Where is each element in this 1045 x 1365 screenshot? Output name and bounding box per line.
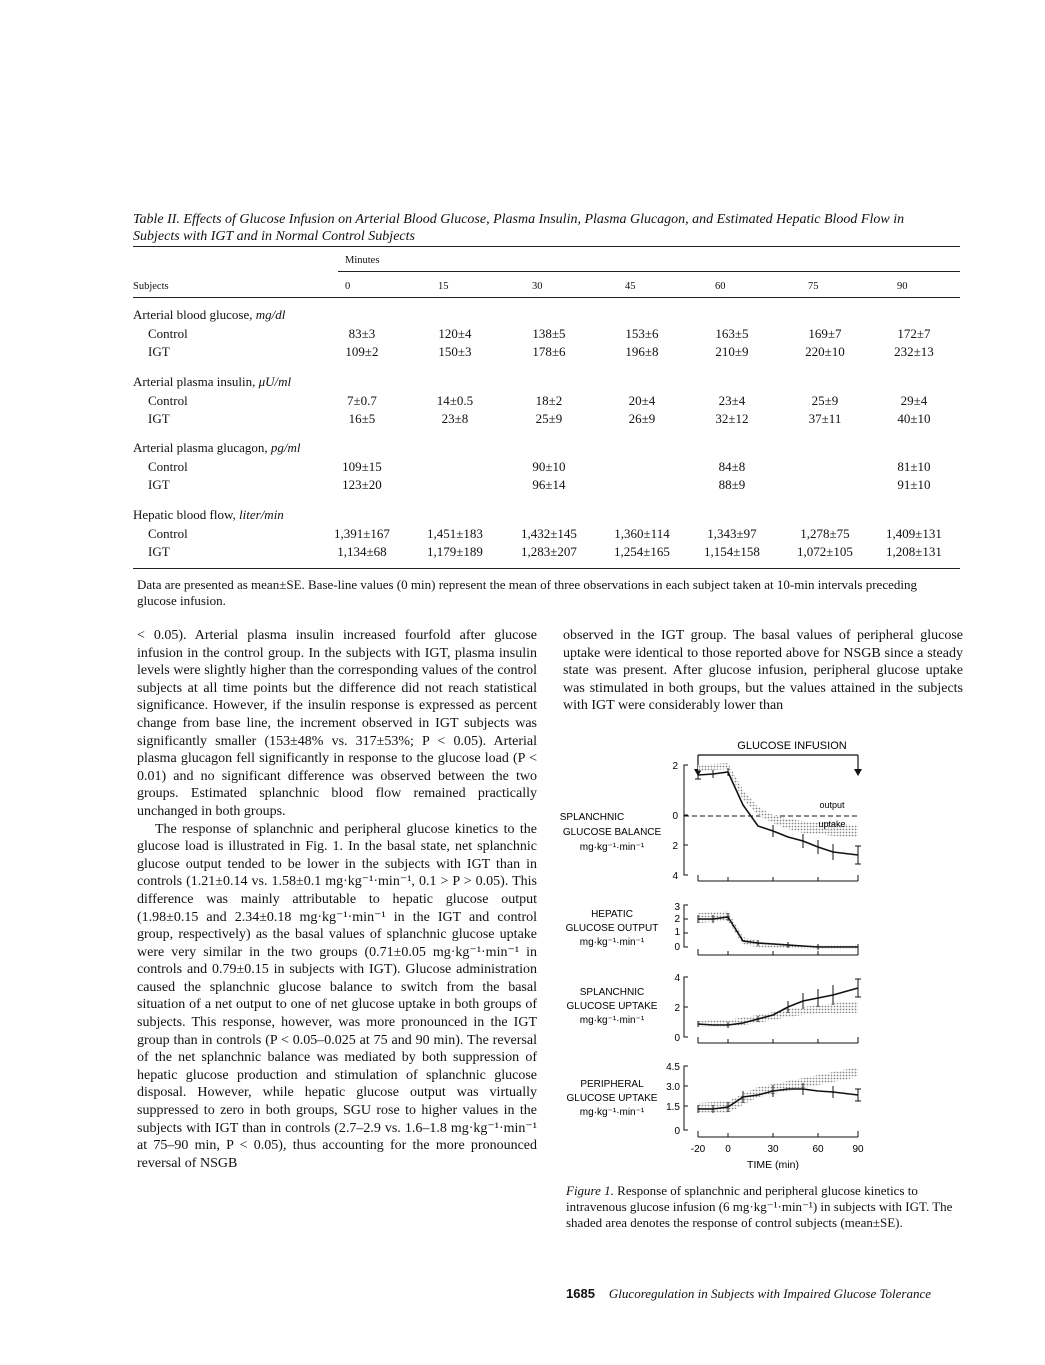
- panel-peripheral-uptake: [567, 1062, 864, 1171]
- y-tick-label: 2: [674, 914, 680, 925]
- section-title: [133, 440, 301, 456]
- panel-label-line: SPLANCHNIC: [579, 987, 645, 998]
- time-column-header: 45: [625, 281, 636, 292]
- table-top-rule: [133, 246, 960, 247]
- table-cell: 1,283±207: [521, 544, 577, 559]
- time-column-header: 15: [438, 281, 449, 292]
- igt-line: [698, 772, 858, 855]
- y-tick-label: 0: [674, 1033, 680, 1044]
- table-cell: 232±13: [894, 344, 934, 359]
- table-cell: 88±9: [718, 477, 746, 492]
- table-cell: 1,278±75: [800, 526, 850, 541]
- table-cell: 123±20: [342, 477, 382, 492]
- section-title: [133, 507, 284, 523]
- section-title: [133, 374, 291, 390]
- table-cell: 91±10: [897, 477, 931, 492]
- time-column-header: 90: [897, 281, 908, 292]
- section-title-text: Arterial blood glucose,: [133, 307, 256, 322]
- x-tick-label: 30: [767, 1144, 779, 1155]
- subjects-header: Subjects: [133, 281, 169, 292]
- left-text-column: [137, 627, 537, 1172]
- section-unit: mg/dl: [255, 307, 286, 322]
- row-label: IGT: [148, 344, 170, 359]
- figure-caption: [566, 1183, 961, 1231]
- table-cell: 109±2: [345, 344, 379, 359]
- table-cell: 1,072±105: [797, 544, 853, 559]
- table-cell: 178±6: [532, 344, 566, 359]
- table-cell: 220±10: [805, 344, 845, 359]
- row-label: Control: [148, 526, 188, 541]
- section-title-text: Hepatic blood flow,: [133, 507, 240, 522]
- y-tick-label: 3.0: [666, 1082, 680, 1093]
- figure-caption-text: Response of splanchnic and peripheral glucose kinetics to intravenous glucose infusion (6 mg·kg⁻¹·min⁻¹) in subjects with IGT. The shaded area denotes the response of control subjects (mean±SE).: [566, 1183, 953, 1230]
- infusion-label: GLUCOSE INFUSION: [737, 740, 847, 752]
- x-tick-label: -20: [690, 1144, 706, 1155]
- y-tick-label: 2: [672, 761, 678, 772]
- running-title: Glucoregulation in Subjects with Impaired Glucose Tolerance: [608, 1286, 931, 1301]
- row-label: IGT: [148, 477, 170, 492]
- paragraph: The response of splanchnic and peripheral glucose kinetics to the glucose load is illustrated in Fig. 1. In the basal state, net splanchnic glucose output tended to be lower in the subjects with IGT than in controls (1.21±0.14 vs. 1.58±0.1 mg·kg⁻¹·min⁻¹, 0.1 > P > 0.05). This difference was mainly attributable to hepatic glucose output (1.98±0.15 and 2.34±0.18 mg·kg⁻¹·min⁻¹ in the IGT and control group, respectively) as the basal values of splanchnic glucose uptake were very similar in the two groups (0.71±0.05 mg·kg⁻¹·min⁻¹ in controls and 0.79±0.15 in subjects with IGT). Glucose administration caused the splanchnic glucose balance to switch from the basal situation of a net output to one of net glucose uptake in both groups of subjects. This response, however, was more pronounced in the IGT group than in controls (P < 0.05–0.025 at 75 and 90 min). The reversal of the net splanchnic balance was mediated by both suppression of hepatic glucose production and stimulation of splanchnic glucose disposal. However, while hepatic glucose output was virtually suppressed to zero in both groups, SGU rose to higher values in the subjects with IGT than in controls (2.7–2.9 vs. 1.6–1.8 mg·kg⁻¹·min⁻¹ at 75–90 min, P < 0.05), thus accounting for the more pronounced reversal of NSGB: [137, 821, 537, 1171]
- table-cell: 81±10: [897, 459, 931, 474]
- table-cell: 83±3: [348, 326, 376, 341]
- table-cell: 1,432±145: [521, 526, 577, 541]
- section-title-text: Arterial plasma glucagon,: [133, 440, 271, 455]
- time-column-header: 75: [808, 281, 819, 292]
- table-cell: 196±8: [625, 344, 659, 359]
- section-title: [133, 307, 285, 323]
- igt-line: [698, 917, 858, 947]
- panel-label-line: GLUCOSE OUTPUT: [565, 923, 659, 934]
- y-axis: [684, 1066, 688, 1130]
- section-unit: μU/ml: [258, 374, 292, 389]
- x-axis: [698, 1131, 858, 1137]
- y-tick-label: 0: [672, 811, 678, 822]
- panel-label-line: GLUCOSE UPTAKE: [566, 1093, 658, 1104]
- table-cell: 1,134±68: [337, 544, 387, 559]
- table-cell: 1,154±158: [704, 544, 760, 559]
- y-tick-label: 1.5: [666, 1102, 680, 1113]
- panel-label-line: GLUCOSE UPTAKE: [566, 1001, 658, 1012]
- y-tick-label: 2: [672, 841, 678, 852]
- panel-splanchnic-balance: [560, 761, 861, 882]
- row-label: IGT: [148, 411, 170, 426]
- table-cell: 150±3: [438, 344, 472, 359]
- table-cell: 172±7: [897, 326, 931, 341]
- y-tick-label: 2: [674, 1003, 680, 1014]
- y-tick-label: 4: [672, 871, 678, 882]
- table-cell: 120±4: [438, 326, 472, 341]
- x-tick-label: 60: [812, 1144, 824, 1155]
- table-cell: 14±0.5: [436, 393, 474, 408]
- table-caption: Table II. Effects of Glucose Infusion on Arterial Blood Glucose, Plasma Insulin, Plasma Glucagon, and Estimated Hepatic Blood Flow in Subjects with IGT and in Normal Control Subjects: [133, 212, 905, 244]
- page-footer: [566, 1286, 931, 1302]
- x-tick-label: 90: [852, 1144, 864, 1155]
- table-cell: 1,391±167: [334, 526, 390, 541]
- figure-1: [560, 735, 880, 1175]
- table-cell: 109±15: [342, 459, 382, 474]
- table-cell: 1,360±114: [614, 526, 670, 541]
- minutes-header: Minutes: [345, 255, 380, 266]
- table-cell: 169±7: [808, 326, 842, 341]
- y-tick-label: 3: [674, 902, 680, 913]
- time-column-header: 30: [532, 281, 543, 292]
- x-axis-label: TIME (min): [747, 1159, 799, 1171]
- row-label: Control: [148, 459, 188, 474]
- x-axis: [698, 875, 858, 881]
- table-cell: 96±14: [532, 477, 566, 492]
- time-column-header: 0: [345, 281, 351, 292]
- x-tick-label: 0: [725, 1144, 731, 1155]
- y-tick-label: 4.5: [666, 1062, 680, 1073]
- uptake-label: uptake: [818, 819, 846, 829]
- section-unit: pg/ml: [270, 440, 301, 455]
- panel-label-line: HEPATIC: [591, 909, 633, 920]
- y-tick-label: 0: [674, 1126, 680, 1137]
- table-cell: 37±11: [808, 411, 842, 426]
- table-cell: 32±12: [715, 411, 749, 426]
- section-unit: liter/min: [239, 507, 284, 522]
- paragraph: < 0.05). Arterial plasma insulin increased fourfold after glucose infusion in the control group. In the subjects with IGT, plasma insulin levels were slightly higher than the corresponding values of the control subjects at all time points but the difference did not reach statistical significance. However, if the insulin response is expressed as percent change from base line, the increment observed in IGT subjects was significantly smaller (153±48% vs. 317±53%; P < 0.05). Arterial plasma glucagon fell significantly in response to the glucose load (P < 0.01) and no significant difference was observed between the two groups. Estimated splanchnic blood flow remained practically unchanged in both groups.: [137, 628, 537, 819]
- table-cell: 138±5: [532, 326, 566, 341]
- table-cell: 25±9: [811, 393, 839, 408]
- panel-hepatic-output: [566, 902, 858, 955]
- x-axis: [698, 949, 858, 955]
- panel-label-line: mg·kg⁻¹·min⁻¹: [579, 1015, 645, 1026]
- table-note: Data are presented as mean±SE. Base-line values (0 min) represent the mean of three observations in each subject taken at 10-min intervals preceding glucose infusion.: [137, 577, 917, 608]
- table-cell: 163±5: [715, 326, 749, 341]
- header-rule: [133, 297, 960, 298]
- table-cell: 1,409±131: [886, 526, 942, 541]
- panel-label-line: SPLANCHNIC: [560, 812, 625, 823]
- table-cell: 1,451±183: [427, 526, 483, 541]
- table-cell: 26±9: [628, 411, 656, 426]
- table-cell: 40±10: [897, 411, 931, 426]
- table-bottom-rule: [133, 568, 960, 569]
- panel-label-line: mg·kg⁻¹·min⁻¹: [579, 842, 645, 853]
- table-cell: 25±9: [535, 411, 563, 426]
- y-axis: [684, 905, 688, 947]
- y-axis: [684, 765, 688, 875]
- y-axis: [684, 977, 688, 1037]
- panel-label-line: PERIPHERAL: [580, 1079, 644, 1090]
- table-cell: 153±6: [625, 326, 659, 341]
- table-cell: 90±10: [532, 459, 566, 474]
- table-cell: 1,179±189: [427, 544, 483, 559]
- table-cell: 84±8: [718, 459, 746, 474]
- table-cell: 18±2: [535, 393, 563, 408]
- table-cell: 23±4: [718, 393, 746, 408]
- y-tick-label: 4: [674, 973, 680, 984]
- control-shaded-area: [698, 911, 858, 949]
- table-cell: 20±4: [628, 393, 656, 408]
- table-cell: 16±5: [348, 411, 376, 426]
- table-cell: 1,343±97: [707, 526, 757, 541]
- figure-caption-prefix: Figure 1.: [566, 1183, 614, 1198]
- table-cell: 29±4: [900, 393, 928, 408]
- minutes-rule: [338, 271, 960, 272]
- panel-label-line: GLUCOSE BALANCE: [562, 827, 662, 838]
- y-tick-label: 0: [674, 942, 680, 953]
- panel-splanchnic-uptake: [567, 973, 861, 1044]
- time-column-header: 60: [715, 281, 726, 292]
- table-cell: 23±8: [441, 411, 469, 426]
- page-number: 1685: [566, 1286, 595, 1301]
- right-text-column: [563, 627, 963, 715]
- output-label: output: [819, 800, 845, 810]
- section-title-text: Arterial plasma insulin,: [133, 374, 259, 389]
- control-shaded-area: [698, 1001, 858, 1027]
- panel-label-line: mg·kg⁻¹·min⁻¹: [579, 937, 645, 948]
- row-label: IGT: [148, 544, 170, 559]
- row-label: Control: [148, 326, 188, 341]
- y-tick-label: 1: [674, 927, 680, 938]
- panel-label-line: mg·kg⁻¹·min⁻¹: [579, 1107, 645, 1118]
- table-cell: 1,254±165: [614, 544, 670, 559]
- table-cell: 210±9: [715, 344, 749, 359]
- row-label: Control: [148, 393, 188, 408]
- paragraph: observed in the IGT group. The basal values of peripheral glucose uptake were identical to those reported above for NSGB since a steady state was present. After glucose infusion, peripheral glucose uptake was stimulated in both groups, but the values attained in the subjects with IGT were considerably lower than: [563, 628, 963, 714]
- table-cell: 1,208±131: [886, 544, 942, 559]
- x-axis: [698, 1037, 858, 1043]
- table-cell: 7±0.7: [347, 393, 377, 408]
